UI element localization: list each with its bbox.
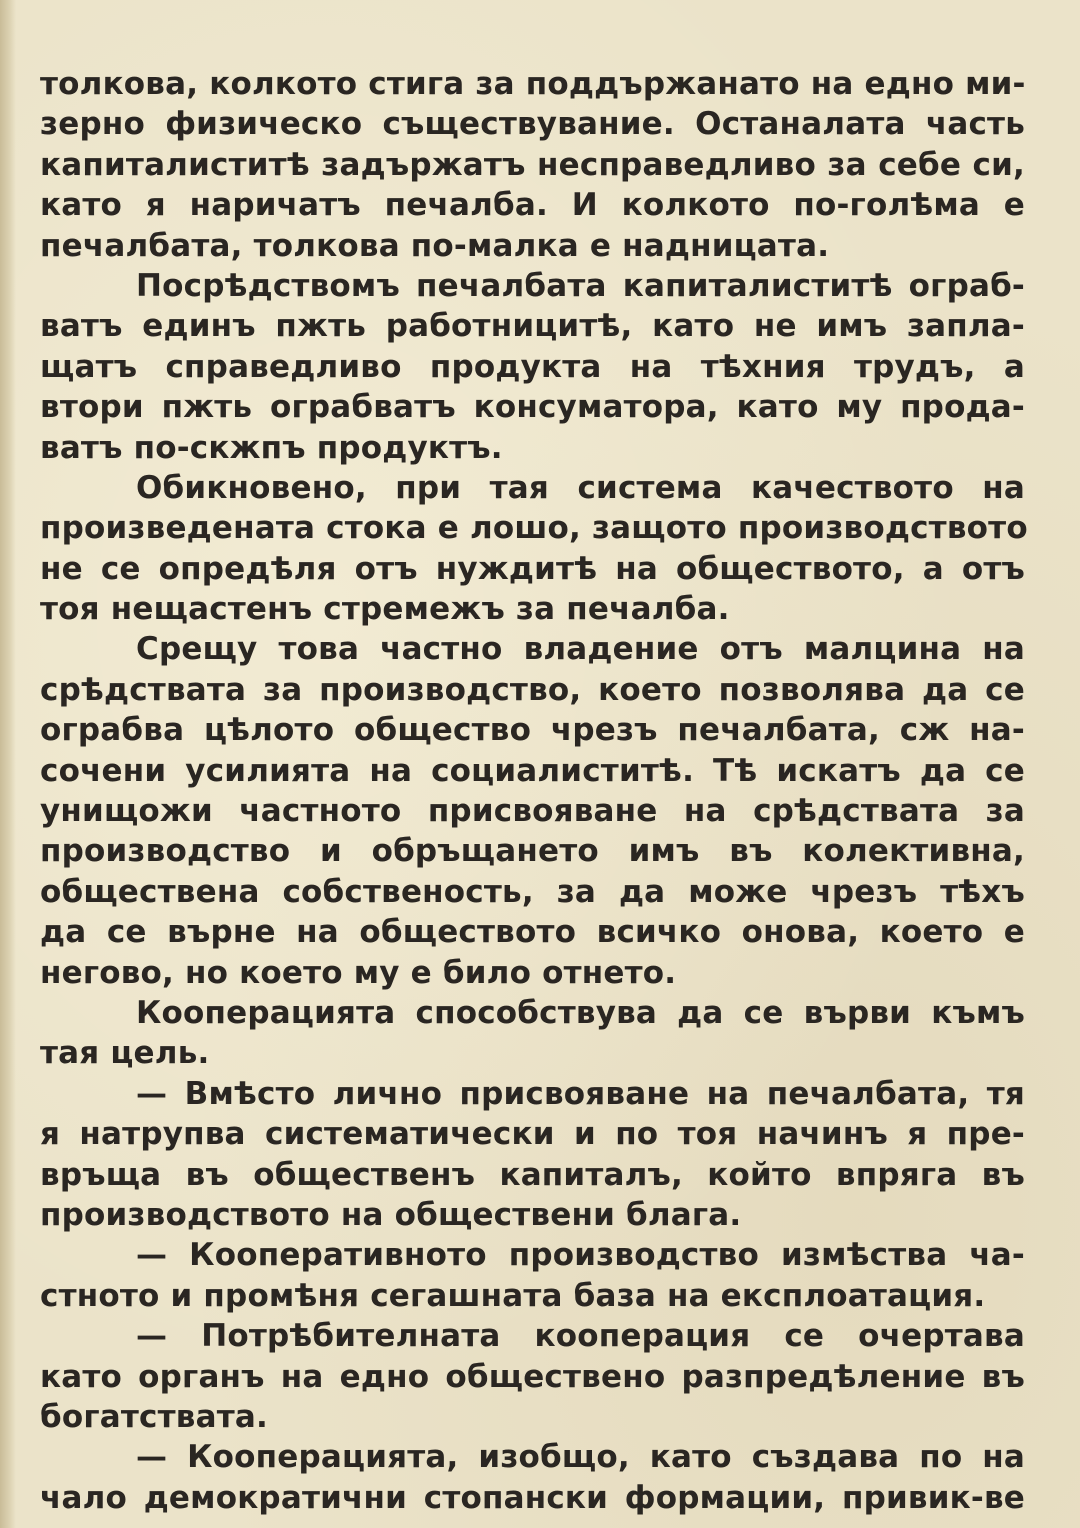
text-line: сочени усилията на социалиститѣ. Тѣ искатъ да се xyxy=(40,752,1025,789)
text-line: — Потрѣбителната кооперация се очертава xyxy=(136,1318,1025,1355)
text-line: Посрѣдствомъ печалбата капиталиститѣ ограб- xyxy=(136,267,1025,304)
text-line: втори пжть ограбватъ консуматора, като му прода- xyxy=(40,389,1025,426)
text-line: ограбва цѣлото общество чрезъ печалбата, сж на- xyxy=(40,712,1025,749)
text-line: срѣдствата за производство, което позволява да се xyxy=(40,671,1025,708)
text-line: капиталиститѣ задържатъ несправедливо за себе си, xyxy=(40,146,1025,183)
text-line: щатъ справедливо продукта на тѣхния трудъ, а xyxy=(40,348,1025,385)
text-line: негово, но което му е било отнето. xyxy=(40,954,677,991)
text-line: ватъ единъ пжть работницитѣ, като не имъ запла- xyxy=(40,308,1025,345)
text-line: зерно физическо съществувание. Останалата часть xyxy=(40,106,1025,143)
text-line: обществена собственость, за да може чрезъ тѣхъ xyxy=(40,873,1025,910)
text-line: тоя нещастенъ стремежъ за печалба. xyxy=(40,591,730,628)
text-line: чало демократични стопански формации, привик-ве xyxy=(40,1479,1025,1516)
text-line: унищожи частното присвояване на срѣдствата за xyxy=(40,793,1025,830)
text-line: Срещу това частно владение отъ малцина на xyxy=(136,631,1025,668)
text-line: ватъ по-скжпъ продуктъ. xyxy=(40,429,503,466)
text-line: толкова, колкото стига за поддържанато на едно ми- xyxy=(40,66,1026,102)
text-line: печалбата, толкова по-малка е надницата. xyxy=(40,227,830,264)
text-line: като я наричатъ печалба. И колкото по-голѣма е xyxy=(40,187,1025,224)
text-line: производството на обществени блага. xyxy=(40,1196,742,1233)
text-line: произведената стока е лошо, защото производството xyxy=(40,510,1028,547)
body-text xyxy=(40,64,1028,1518)
text-line: стното и промѣня сегашната база на експлоатация. xyxy=(40,1277,986,1314)
text-line: — Кооперативното производство измѣства ча- xyxy=(136,1237,1025,1274)
text-line: — Кооперацията, изобщо, като създава по на xyxy=(136,1439,1025,1476)
text-line: Обикновено, при тая система качеството на xyxy=(136,469,1025,506)
text-line: я натрупва систематически и по тоя начинъ я пре- xyxy=(40,1116,1025,1153)
text-line: тая цель. xyxy=(40,1035,210,1072)
text-line: да се върне на обществото всичко онова, което е xyxy=(40,914,1025,951)
text-line: богатствата. xyxy=(40,1398,268,1435)
text-line: — Вмѣсто лично присвояване на печалбата, тя xyxy=(136,1075,1025,1112)
text-line: производство и обръщането имъ въ колективна, xyxy=(40,833,1025,870)
text-line: връща въ общественъ капиталъ, който впряга въ xyxy=(40,1156,1025,1193)
text-line: не се опредѣля отъ нуждитѣ на обществото, а отъ xyxy=(40,550,1025,587)
text-line: като органъ на едно обществено разпредѣление въ xyxy=(40,1358,1025,1395)
page-binding-edge xyxy=(0,0,16,1528)
text-line: Кооперацията способствува да се върви къмъ xyxy=(136,994,1025,1031)
